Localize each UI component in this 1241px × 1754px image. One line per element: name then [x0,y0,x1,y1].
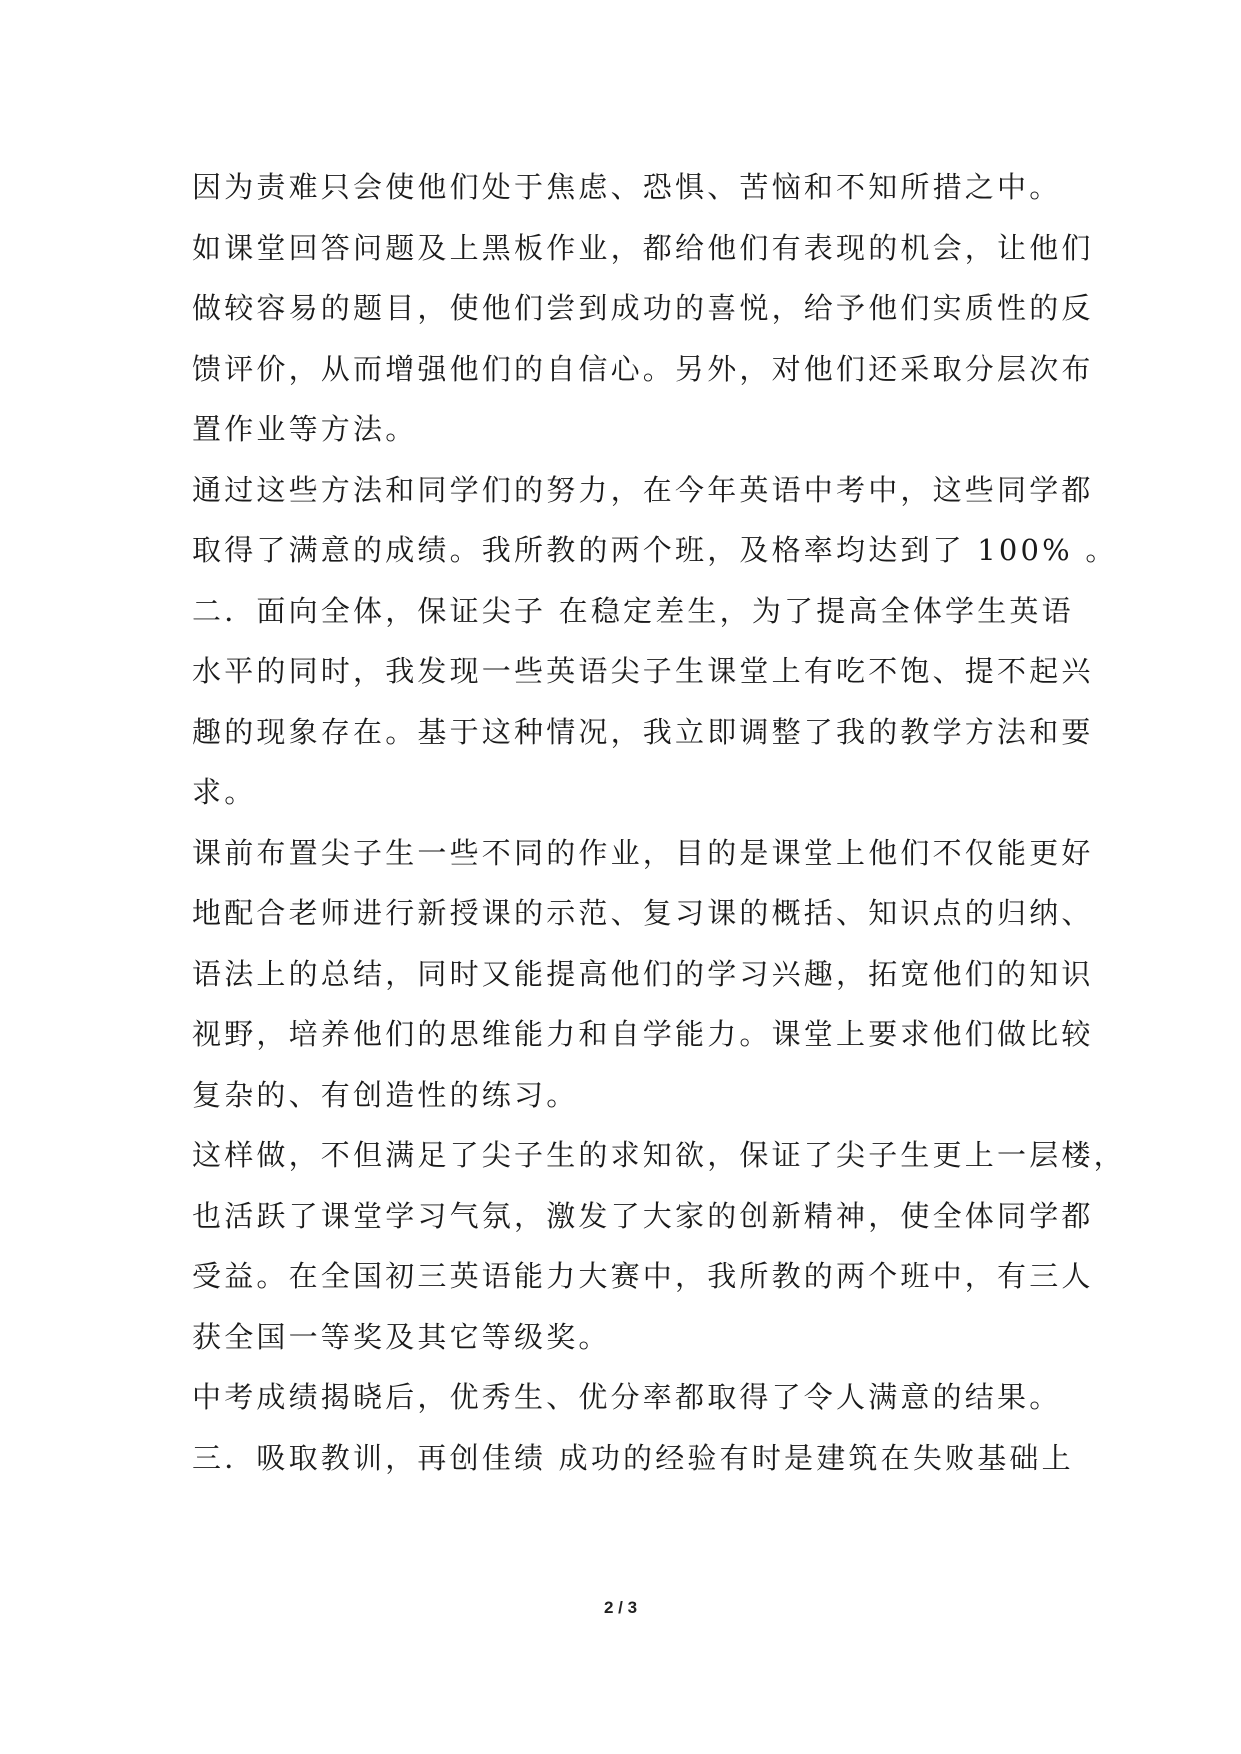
text-line: 受益。在全国初三英语能力大赛中，我所教的两个班中，有三人 [192,1259,1094,1293]
page-number: 2 / 3 [603,1598,638,1617]
text-line: 通过这些方法和同学们的努力，在今年英语中考中，这些同学都 [192,472,1094,507]
text-line: 二．面向全体，保证尖子 在稳定差生，为了提高全体学生英语 [192,593,1074,628]
text-line: 趣的现象存在。基于这种情况，我立即调整了我的教学方法和要 [192,714,1094,749]
text-line: 复杂的、有创造性的练习。 [192,1077,579,1112]
body-text [192,157,1126,1488]
text-line: 语法上的总结，同时又能提高他们的学习兴趣，拓宽他们的知识 [192,956,1094,991]
text-line: 视野，培养他们的思维能力和自学能力。课堂上要求他们做比较 [192,1017,1094,1051]
text-line: 也活跃了课堂学习气氛，激发了大家的创新精神，使全体同学都 [192,1198,1094,1233]
text-line: 因为责难只会使他们处于焦虑、恐惧、苦恼和不知所措之中。 [192,170,1062,204]
text-line: 取得了满意的成绩。我所教的两个班，及格率均达到了 100% 。 [192,533,1118,567]
text-line: 中考成绩揭晓后，优秀生、优分率都取得了令人满意的结果。 [192,1380,1062,1414]
text-line: 这样做，不但满足了尖子生的求知欲，保证了尖子生更上一层楼， [192,1138,1126,1172]
text-line: 置作业等方法。 [192,412,418,446]
text-line: 三．吸取教训，再创佳绩 成功的经验有时是建筑在失败基础上 [192,1440,1074,1475]
text-line: 水平的同时，我发现一些英语尖子生课堂上有吃不饱、提不起兴 [192,654,1094,688]
text-line: 馈评价，从而增强他们的自信心。另外，对他们还采取分层次布 [192,351,1094,386]
text-line: 如课堂回答问题及上黑板作业，都给他们有表现的机会，让他们 [192,230,1094,265]
text-line: 求。 [192,775,257,809]
text-line: 做较容易的题目，使他们尝到成功的喜悦，给予他们实质性的反 [192,291,1094,325]
text-line: 获全国一等奖及其它等级奖。 [192,1319,611,1354]
text-line: 课前布置尖子生一些不同的作业，目的是课堂上他们不仅能更好 [192,835,1094,870]
text-line: 地配合老师进行新授课的示范、复习课的概括、知识点的归纳、 [192,896,1094,930]
